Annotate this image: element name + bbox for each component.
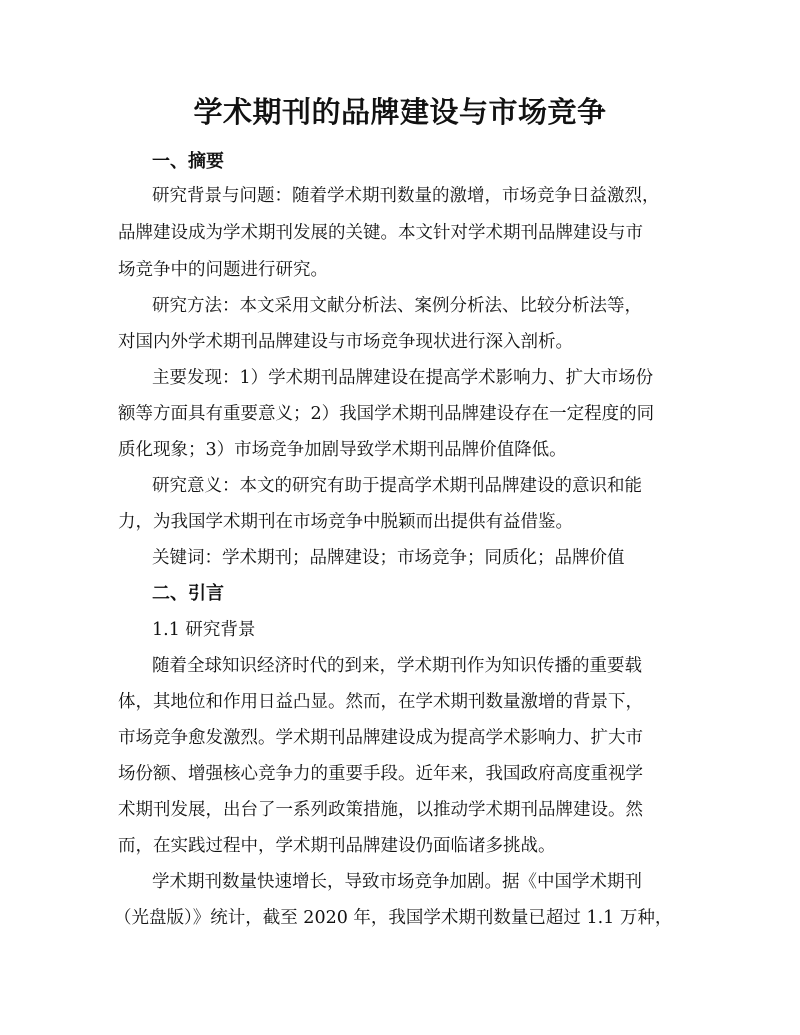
abstract-significance-line-1: 研究意义：本文的研究有助于提高学术期刊品牌建设的意识和能 bbox=[152, 476, 642, 496]
abstract-background-line-1: 研究背景与问题：随着学术期刊数量的激增，市场竞争日益激烈， bbox=[152, 186, 660, 206]
intro-para2-line-1: 学术期刊数量快速增长，导致市场竞争加剧。据《中国学术期刊 bbox=[152, 872, 642, 892]
subsection-heading-1-1: 1.1 研究背景 bbox=[152, 620, 256, 640]
abstract-keywords: 关键词：学术期刊；品牌建设；市场竞争；同质化；品牌价值 bbox=[152, 548, 625, 568]
abstract-method-line-2: 对国内外学术期刊品牌建设与市场竞争现状进行深入剖析。 bbox=[118, 332, 573, 352]
intro-para1-line-1: 随着全球知识经济时代的到来，学术期刊作为知识传播的重要载 bbox=[152, 656, 642, 676]
intro-para2-line-2: （光盘版）》统计，截至 2020 年，我国学术期刊数量已超过 1.1 万种， bbox=[114, 908, 673, 928]
section-heading-introduction: 二、引言 bbox=[152, 583, 224, 604]
intro-para1-line-5: 术期刊发展，出台了一系列政策措施，以推动学术期刊品牌建设。然 bbox=[118, 800, 643, 820]
abstract-findings-line-1: 主要发现：1）学术期刊品牌建设在提高学术影响力、扩大市场份 bbox=[152, 368, 654, 388]
document-title: 学术期刊的品牌建设与市场竞争 bbox=[193, 95, 607, 129]
abstract-findings-line-2: 额等方面具有重要意义；2）我国学术期刊品牌建设存在一定程度的同 bbox=[118, 404, 655, 424]
abstract-method-line-1: 研究方法：本文采用文献分析法、案例分析法、比较分析法等， bbox=[152, 296, 642, 316]
intro-para1-line-6: 而，在实践过程中，学术期刊品牌建设仍面临诸多挑战。 bbox=[118, 836, 556, 856]
abstract-background-line-2: 品牌建设成为学术期刊发展的关键。本文针对学术期刊品牌建设与市 bbox=[118, 223, 643, 243]
abstract-findings-line-3: 质化现象；3）市场竞争加剧导致学术期刊品牌价值降低。 bbox=[118, 440, 567, 460]
intro-para1-line-3: 市场竞争愈发激烈。学术期刊品牌建设成为提高学术影响力、扩大市 bbox=[118, 728, 643, 748]
abstract-significance-line-2: 力，为我国学术期刊在市场竞争中脱颖而出提供有益借鉴。 bbox=[118, 512, 573, 532]
abstract-background-line-3: 场竞争中的问题进行研究。 bbox=[118, 260, 328, 280]
section-heading-abstract: 一、摘要 bbox=[152, 151, 224, 172]
intro-para1-line-4: 场份额、增强核心竞争力的重要手段。近年来，我国政府高度重视学 bbox=[118, 764, 643, 784]
intro-para1-line-2: 体，其地位和作用日益凸显。然而，在学术期刊数量激增的背景下， bbox=[118, 692, 643, 712]
